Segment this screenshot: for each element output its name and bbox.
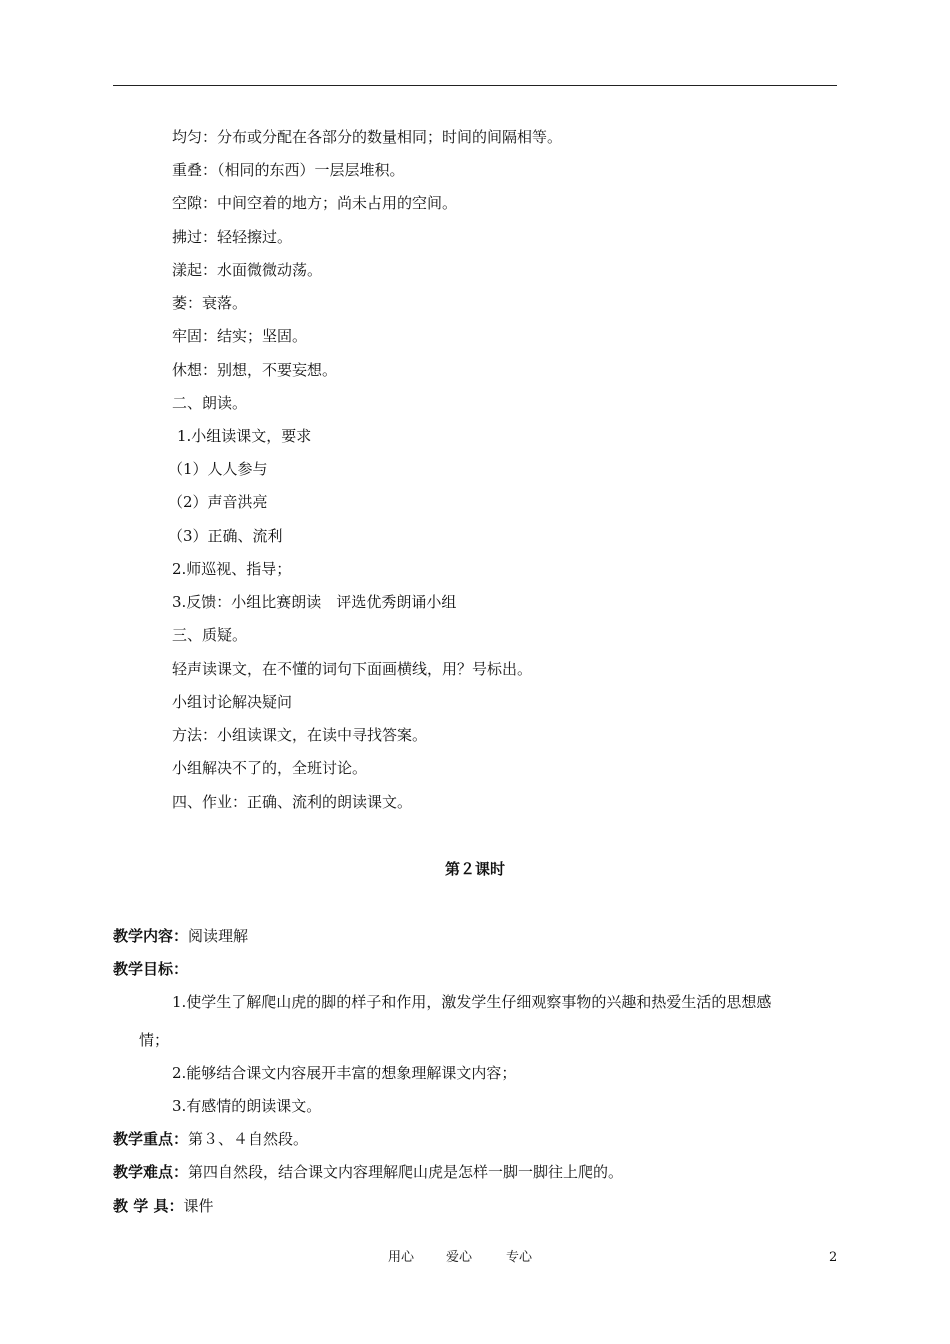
difficulty-value: 第四自然段，结合课文内容理解爬山虎是怎样一脚一脚往上爬的。 bbox=[188, 1163, 624, 1181]
section-3-title: 三、质疑。 bbox=[172, 626, 248, 644]
goal-2: 2.能够结合课文内容展开丰富的想象理解课文内容； bbox=[172, 1064, 517, 1082]
lesson-2-heading: 第２课时 bbox=[444, 860, 505, 878]
reading-item-3: 3.反馈：小组比赛朗读 评选优秀朗诵小组 bbox=[172, 593, 457, 611]
teaching-goals-label: 教学目标： bbox=[113, 960, 189, 978]
teaching-content-value: 阅读理解 bbox=[188, 927, 249, 945]
goal-1-line-2: 情； bbox=[139, 1031, 170, 1049]
key-points-row bbox=[113, 1129, 308, 1149]
footer-slogan-2: 爱心 bbox=[446, 1250, 473, 1265]
tools-value: 课件 bbox=[183, 1197, 214, 1215]
goal-3: 3.有感情的朗读课文。 bbox=[172, 1097, 322, 1115]
question-line-1: 轻声读课文，在不懂的词句下面画横线，用？号标出。 bbox=[172, 660, 533, 678]
vocab-line-7: 牢固：结实；坚固。 bbox=[172, 327, 308, 345]
page-number: 2 bbox=[829, 1250, 838, 1265]
reading-requirement-2: （2）声音洪亮 bbox=[168, 493, 268, 511]
teaching-content-label: 教学内容： bbox=[113, 927, 189, 945]
reading-item-1: 1.小组读课文，要求 bbox=[177, 427, 312, 445]
question-line-4: 小组解决不了的，全班讨论。 bbox=[172, 759, 368, 777]
question-line-2: 小组讨论解决疑问 bbox=[172, 693, 293, 711]
footer-slogan-3: 专心 bbox=[506, 1250, 533, 1265]
vocab-line-2: 重叠：（相同的东西）一层层堆积。 bbox=[172, 161, 405, 179]
key-points-value: 第３、４自然段。 bbox=[188, 1130, 309, 1148]
reading-requirement-1: （1）人人参与 bbox=[168, 460, 268, 478]
reading-requirement-3: （3）正确、流利 bbox=[168, 527, 283, 545]
key-points-label: 教学重点： bbox=[113, 1130, 189, 1148]
teaching-content-row bbox=[113, 926, 248, 946]
vocab-line-1: 均匀：分布或分配在各部分的数量相同；时间的间隔相等。 bbox=[172, 128, 563, 146]
tools-label: 教 学 具： bbox=[113, 1197, 184, 1215]
difficulty-label: 教学难点： bbox=[113, 1163, 189, 1181]
vocab-line-8: 休想：别想，不要妄想。 bbox=[172, 361, 338, 379]
section-2-title: 二、朗读。 bbox=[172, 394, 248, 412]
vocab-line-6: 萎：衰落。 bbox=[172, 294, 248, 312]
vocab-line-4: 拂过：轻轻擦过。 bbox=[172, 228, 293, 246]
reading-item-2: 2.师巡视、指导； bbox=[172, 560, 292, 578]
goal-1-line-1: 1.使学生了解爬山虎的脚的样子和作用，激发学生仔细观察事物的兴趣和热爱生活的思想感 bbox=[172, 993, 772, 1011]
vocab-line-3: 空隙：中间空着的地方；尚未占用的空间。 bbox=[172, 194, 458, 212]
section-4-title: 四、作业：正确、流利的朗读课文。 bbox=[172, 793, 413, 811]
header-rule bbox=[113, 85, 837, 86]
difficulty-row bbox=[113, 1162, 623, 1182]
vocab-line-5: 漾起：水面微微动荡。 bbox=[172, 261, 323, 279]
tools-row bbox=[113, 1196, 213, 1216]
question-line-3: 方法：小组读课文，在读中寻找答案。 bbox=[172, 726, 428, 744]
footer-slogan-1: 用心 bbox=[388, 1250, 415, 1265]
